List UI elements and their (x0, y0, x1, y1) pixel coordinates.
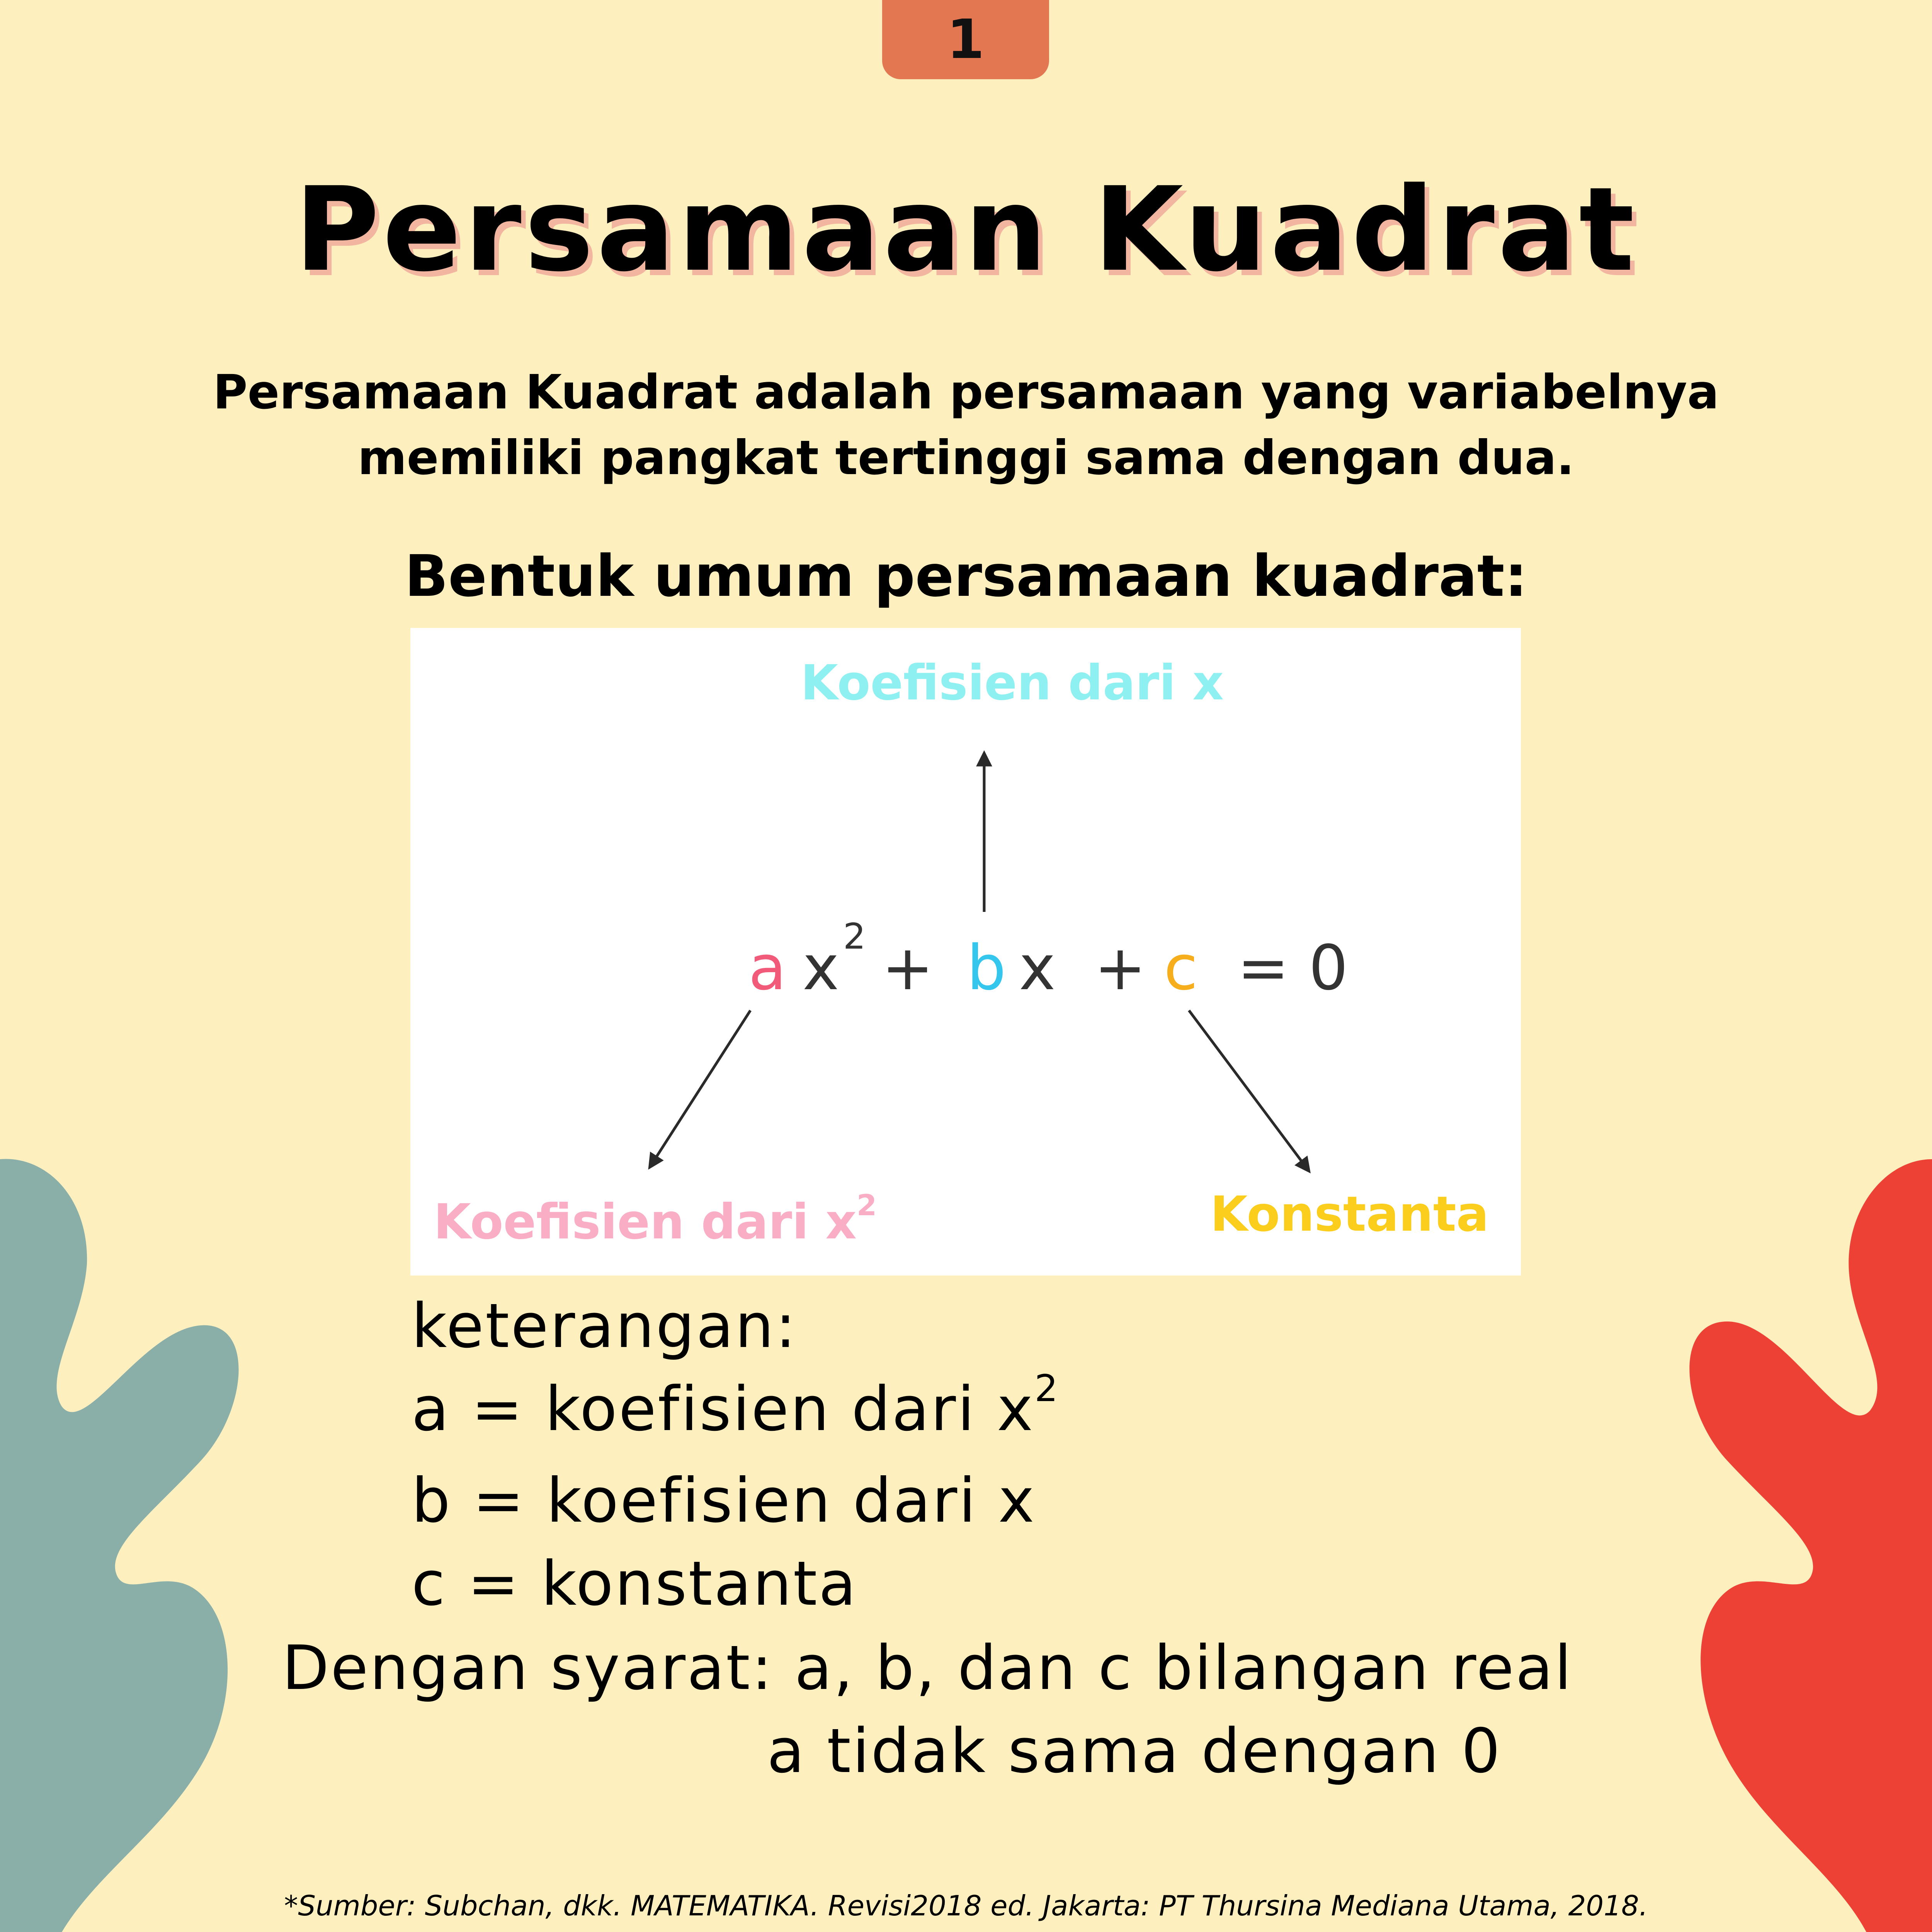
left-blob-shape (0, 1159, 239, 1932)
note-a-exponent: 2 (1034, 1367, 1060, 1410)
definition-text (116, 359, 1816, 491)
page-title: Persamaan Kuadrat (294, 162, 1638, 297)
eq-zero: 0 (1309, 932, 1348, 1004)
arrow-to-a-label (650, 1010, 750, 1167)
quadratic-equation (748, 916, 1348, 1004)
eq-equals: = (1237, 932, 1289, 1004)
eq-plus-2: + (1094, 932, 1146, 1004)
page-number-badge: 1 (882, 0, 1049, 79)
eq-coef-b: b (967, 932, 1006, 1004)
label-coefficient-a: Koefisien dari $x^2$ (434, 1188, 877, 1250)
note-a: a = koefisien dari $x^2$ (412, 1367, 1060, 1445)
eq-x-squared-base: x (803, 932, 839, 1004)
condition-line-1: Dengan syarat: a, b, dan c bilangan real (282, 1633, 1573, 1704)
label-constant-c: Konstanta (1210, 1186, 1489, 1242)
notes-heading: keterangan: (412, 1291, 798, 1362)
eq-const-c: c (1164, 932, 1198, 1004)
eq-plus-1: + (882, 932, 934, 1004)
eq-exponent: 2 (843, 916, 866, 957)
arrow-to-c-label (1189, 1010, 1309, 1171)
definition-line-1: Persamaan Kuadrat adalah persamaan yang variabelnya (213, 365, 1719, 420)
notes-section (412, 1285, 1060, 1626)
eq-coef-a: a (748, 932, 787, 1004)
equation-diagram-svg (410, 628, 1521, 1276)
eq-x: x (1019, 932, 1056, 1004)
condition-line-2: a tidak sama dengan 0 (767, 1716, 1502, 1787)
equation-diagram (410, 628, 1521, 1276)
general-form-heading: Bentuk umum persamaan kuadrat: (405, 543, 1527, 609)
definition-line-2: memiliki pangkat tertinggi sama dengan dua. (357, 430, 1575, 485)
right-blob-shape (1689, 1159, 1932, 1932)
note-b: b = koefisien dari x (412, 1465, 1036, 1536)
note-c: c = konstanta (412, 1548, 858, 1619)
label-coefficient-b: Koefisien dari x (801, 655, 1224, 711)
source-citation: *Sumber: Subchan, dkk. MATEMATIKA. Revisi2018 ed. Jakarta: PT Thursina Mediana Utama, 2018. (284, 1889, 1648, 1922)
